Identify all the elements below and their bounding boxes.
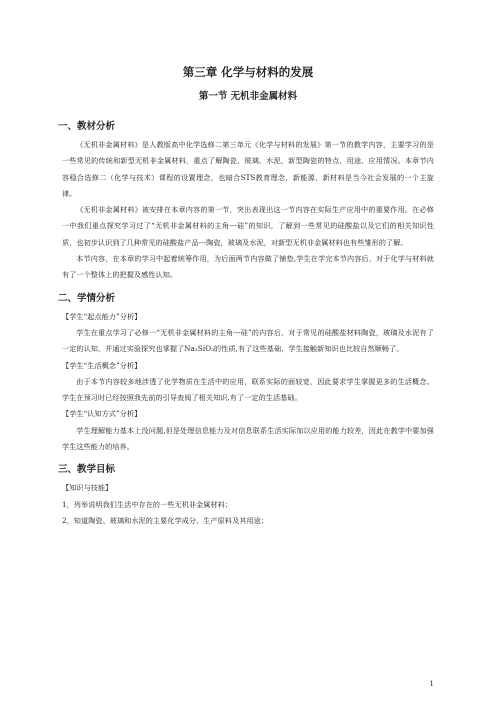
page-number: 1 (429, 680, 434, 688)
heading-student-analysis: 二、学情分析 (58, 292, 116, 304)
subheading-knowledge-skills: 【知识与技能】 (62, 483, 113, 493)
list-item: 2，知道陶瓷、玻璃和水泥的主要化学成分、生产原料及其用途； (62, 515, 269, 525)
paragraph: 《无机非金属材料》是人教版高中化学选修二第三单元《化学与材料的发展》第一节的教学内容，主要学习的是一些常见的传统和新型无机非金属材料，重点了解陶瓷、玻璃、水泥，新型陶瓷的特点、用途、应用情况。本章节内容稳合选修二（化学与技术）课程的设置理念，也暗合STS教育理念，新能源，新材料是当今社会发展的一个主旋律。 (62, 140, 434, 198)
goals-list (62, 497, 434, 530)
subheading-cognitive-style: 【学生“认知方式”分析】 (62, 409, 142, 419)
heading-textbook-analysis: 一、教材分析 (58, 121, 116, 132)
paragraph: 《无机非金属材料》被安排在本章内容的第一节，突出表现出这一节内容在实际生产应用中的重要作用。在必修一中我们重点探究学习过了“无机非金属材料的主角---硅”的知识，了解到一些常见的硅酸盐以及它们的相关知识性质，也初步认识到了几种常见的硅酸盐产品---陶瓷，玻璃及水泥，对新型无机非金属材料也有些雏形的了解。 (62, 205, 434, 247)
section-title: 第一节 无机非金属材料 (198, 91, 298, 102)
subheading-life-concepts: 【学生“生活概念”分析】 (62, 360, 142, 370)
subheading-starting-ability: 【学生“起点能力”分析】 (62, 311, 142, 321)
paragraph: 由于本节内容较多地涉透了化学物质在生活中的应用，联系实际的面较宽，因此要求学生掌握更多的生活概念。学生在预习时已经按照我先前的引导查阅了相关知识,有了一定的生活基础。 (62, 376, 434, 403)
chapter-title: 第三章 化学与材料的发展 (182, 65, 314, 79)
paragraph: 本节内容，在本章的学习中起着统筹作用，为后面两节内容做了铺垫,学生在学完本节内容后，对于化学与材料就有了一个整体上的把握及感性认知。 (62, 254, 434, 280)
heading-teaching-goals: 三、教学目标 (58, 464, 116, 476)
paragraph: 学生理解能力基本上没问题,但是处理信息能力及对信息联系生活实际加以应用的能力较差，因此在教学中要加强学生这些能力的培养。 (62, 425, 434, 452)
list-item: 1，列举说明我们生活中存在的一些无机非金属材料； (62, 499, 233, 509)
paragraph: 学生在重点学习了必修一“无机非金属材料的主角---硅”的内容后，对于常见的硅酸盐材料陶瓷，玻璃及水泥有了一定的认知，并通过实验探究也掌握了Na₂SiO₃的性质,有了这些基础，学生接触新知识也比较自然顺畅了。 (62, 327, 434, 354)
